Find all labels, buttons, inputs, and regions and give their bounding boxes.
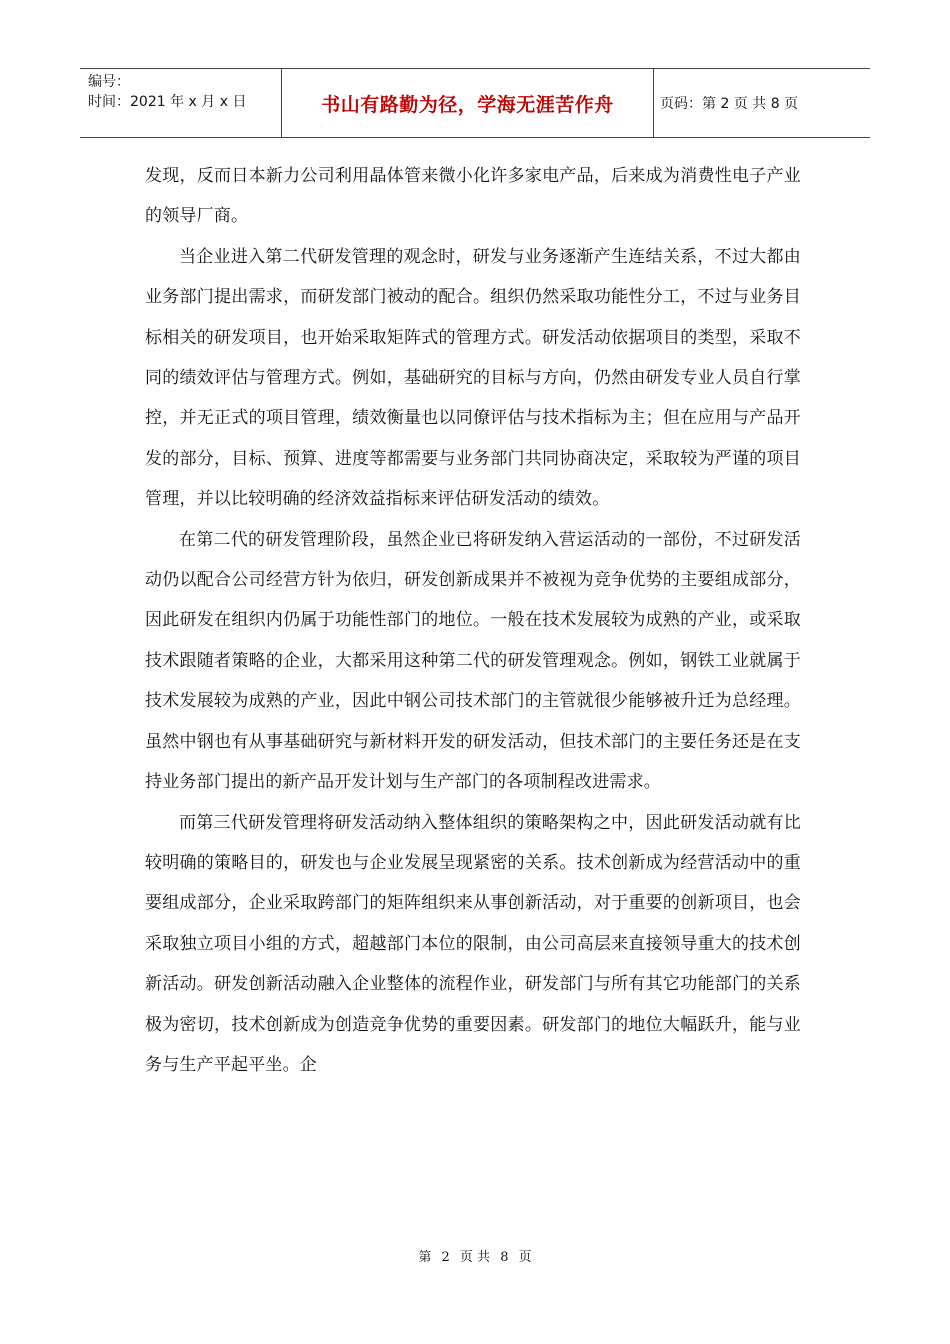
paragraph: 当企业进入第二代研发管理的观念时，研发与业务逐渐产生连结关系，不过大都由业务部门提出需求，而研发部门被动的配合。组织仍然采取功能性分工，不过与业务目标相关的研发项目，也开始采取矩阵式的管理方式。研发活动依据项目的类型，采取不同的绩效评估与管理方式。例如，基础研究的目标与方向，仍然由研发专业人员自行掌控，并无正式的项目管理，绩效衡量也以同僚评估与技术指标为主；但在应用与产品开发的部分，目标、预算、进度等都需要与业务部门共同协商决定，采取较为严谨的项目管理，并以比较明确的经济效益指标来评估研发活动的绩效。 <box>145 246 801 510</box>
page-info: 页码：第 2 页 共 8 页 <box>660 96 799 112</box>
number-label: 编号： <box>88 74 130 90</box>
paragraph: 发现，反而日本新力公司利用晶体管来微小化许多家电产品，后来成为消费性电子产业的领导厂商。 <box>145 166 801 227</box>
footer-page-number: 2 <box>441 1250 450 1265</box>
footer-suffix: 页 <box>518 1250 532 1265</box>
paragraph: 在第二代的研发管理阶段，虽然企业已将研发纳入营运活动的一部份，不过研发活动仍以配合公司经营方针为依归，研发创新成果并不被视为竞争优势的主要组成部分，因此研发在组织内仍属于功能性部门的地位。一般在技术发展较为成熟的产业，或采取技术跟随者策略的企业，大都采用这种第二代的研发管理观念。例如，钢铁工业就属于技术发展较为成熟的产业，因此中钢公司技术部门的主管就很少能够被升迁为总经理。虽然中钢也有从事基础研究与新材料开发的研发活动，但技术部门的主要任务还是在支持业务部门提出的新产品开发计划与生产部门的各项制程改进需求。 <box>145 529 801 793</box>
document-body <box>145 156 801 1085</box>
page-footer <box>0 1246 950 1265</box>
footer-prefix: 第 <box>418 1250 432 1265</box>
header-motto-cell <box>282 69 654 137</box>
time-label: 时间：2021 年 x 月 x 日 <box>88 94 247 110</box>
header-page-info-cell <box>654 69 870 137</box>
footer-total-pages: 8 <box>500 1250 509 1265</box>
paragraph: 而第三代研发管理将研发活动纳入整体组织的策略架构之中，因此研发活动就有比较明确的策略目的，研发也与企业发展呈现紧密的关系。技术创新成为经营活动中的重要组成部分，企业采取跨部门的矩阵组织来从事创新活动，对于重要的创新项目，也会采取独立项目小组的方式，超越部门本位的限制，由公司高层来直接领导重大的技术创新活动。研发创新活动融入企业整体的流程作业，研发部门与所有其它功能部门的关系极为密切，技术创新成为创造竞争优势的重要因素。研发部门的地位大幅跃升，能与业务与生产平起平坐。企 <box>145 812 801 1075</box>
page-header <box>80 68 870 138</box>
footer-mid: 页 共 <box>459 1250 491 1265</box>
header-meta <box>80 69 282 137</box>
motto-text: 书山有路勤为径，学海无涯苦作舟 <box>321 93 614 116</box>
